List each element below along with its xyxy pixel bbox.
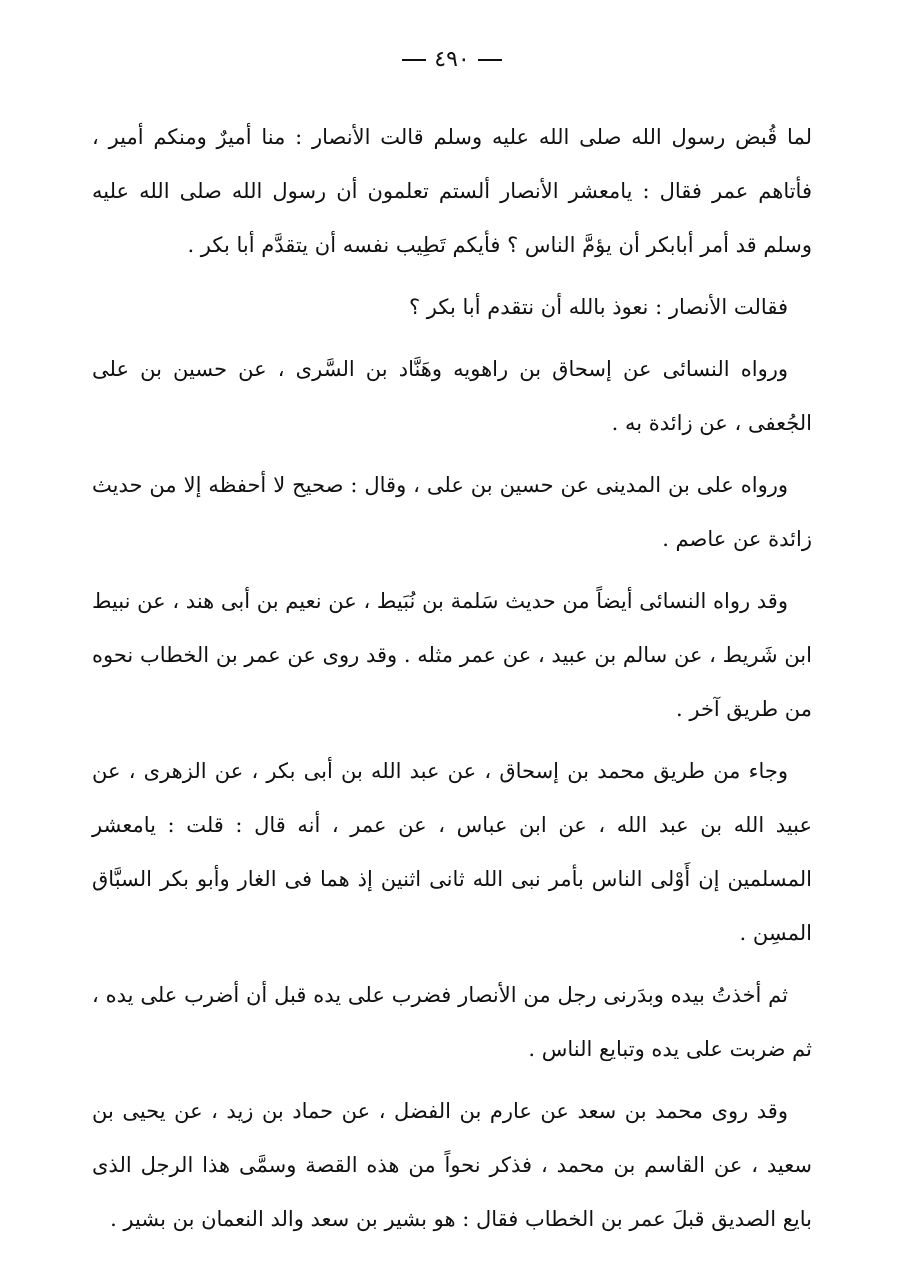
page-number-dash-left xyxy=(402,59,426,61)
paragraph-6: وجاء من طريق محمد بن إسحاق ، عن عبد الله بن أبى بكر ، عن الزهرى ، عن عبيد الله بن عبد الله ، عن ابن عباس ، عن عمر ، أنه قال : قلت : يامعشر المسلمين إن أَوْلى الناس بأمر نبى الله ثانى اثنين إذ هما فى الغار وأبو بكر السبَّاق المسِن . xyxy=(92,759,812,945)
paragraph-4: ورواه على بن المدينى عن حسين بن على ، وقال : صحيح لا أحفظه إلا من حديث زائدة عن عاصم . xyxy=(92,473,812,551)
paragraph-2: فقالت الأنصار : نعوذ بالله أن نتقدم أبا بكر ؟ xyxy=(408,295,788,319)
paragraph-3: ورواه النسائى عن إسحاق بن راهويه وهَنَّاد بن السَّرى ، عن حسين بن على الجُعفى ، عن زائدة به . xyxy=(92,357,812,435)
page-number-value: ٤٩٠ xyxy=(434,47,470,72)
page-number xyxy=(92,48,812,72)
paragraph-1: لما قُبض رسول الله صلى الله عليه وسلم قالت الأنصار : منا أميرٌ ومنكم أمير ، فأتاهم عمر فقال : يامعشر الأنصار ألستم تعلمون أن رسول الله صلى الله عليه وسلم قد أمر أبابكر أن يؤمَّ الناس ؟ فأيكم تَطِيب نفسه أن يتقدَّم أبا بكر . xyxy=(92,125,812,257)
paragraph-5: وقد رواه النسائى أيضاً من حديث سَلمة بن نُبَيط ، عن نعيم بن أبى هند ، عن نبيط ابن شَريط ، عن سالم بن عبيد ، عن عمر مثله . وقد روى عن عمر بن الخطاب نحوه من طريق آخر . xyxy=(92,589,812,721)
page-number-dash-right xyxy=(478,59,502,61)
book-page xyxy=(92,48,812,1282)
paragraph-8: وقد روى محمد بن سعد عن عارم بن الفضل ، عن حماد بن زيد ، عن يحيى بن سعيد ، عن القاسم بن محمد ، فذكر نحواً من هذه القصة وسمَّى هذا الرجل الذى بايع الصديق قبلَ عمر بن الخطاب فقال : هو بشير بن سعد والد النعمان بن بشير . xyxy=(92,1099,812,1231)
paragraph-7: ثم أخذتُ بيده وبدَرنى رجل من الأنصار فضرب على يده قبل أن أضرب على يده ، ثم ضربت على يده وتبايع الناس . xyxy=(92,983,812,1061)
